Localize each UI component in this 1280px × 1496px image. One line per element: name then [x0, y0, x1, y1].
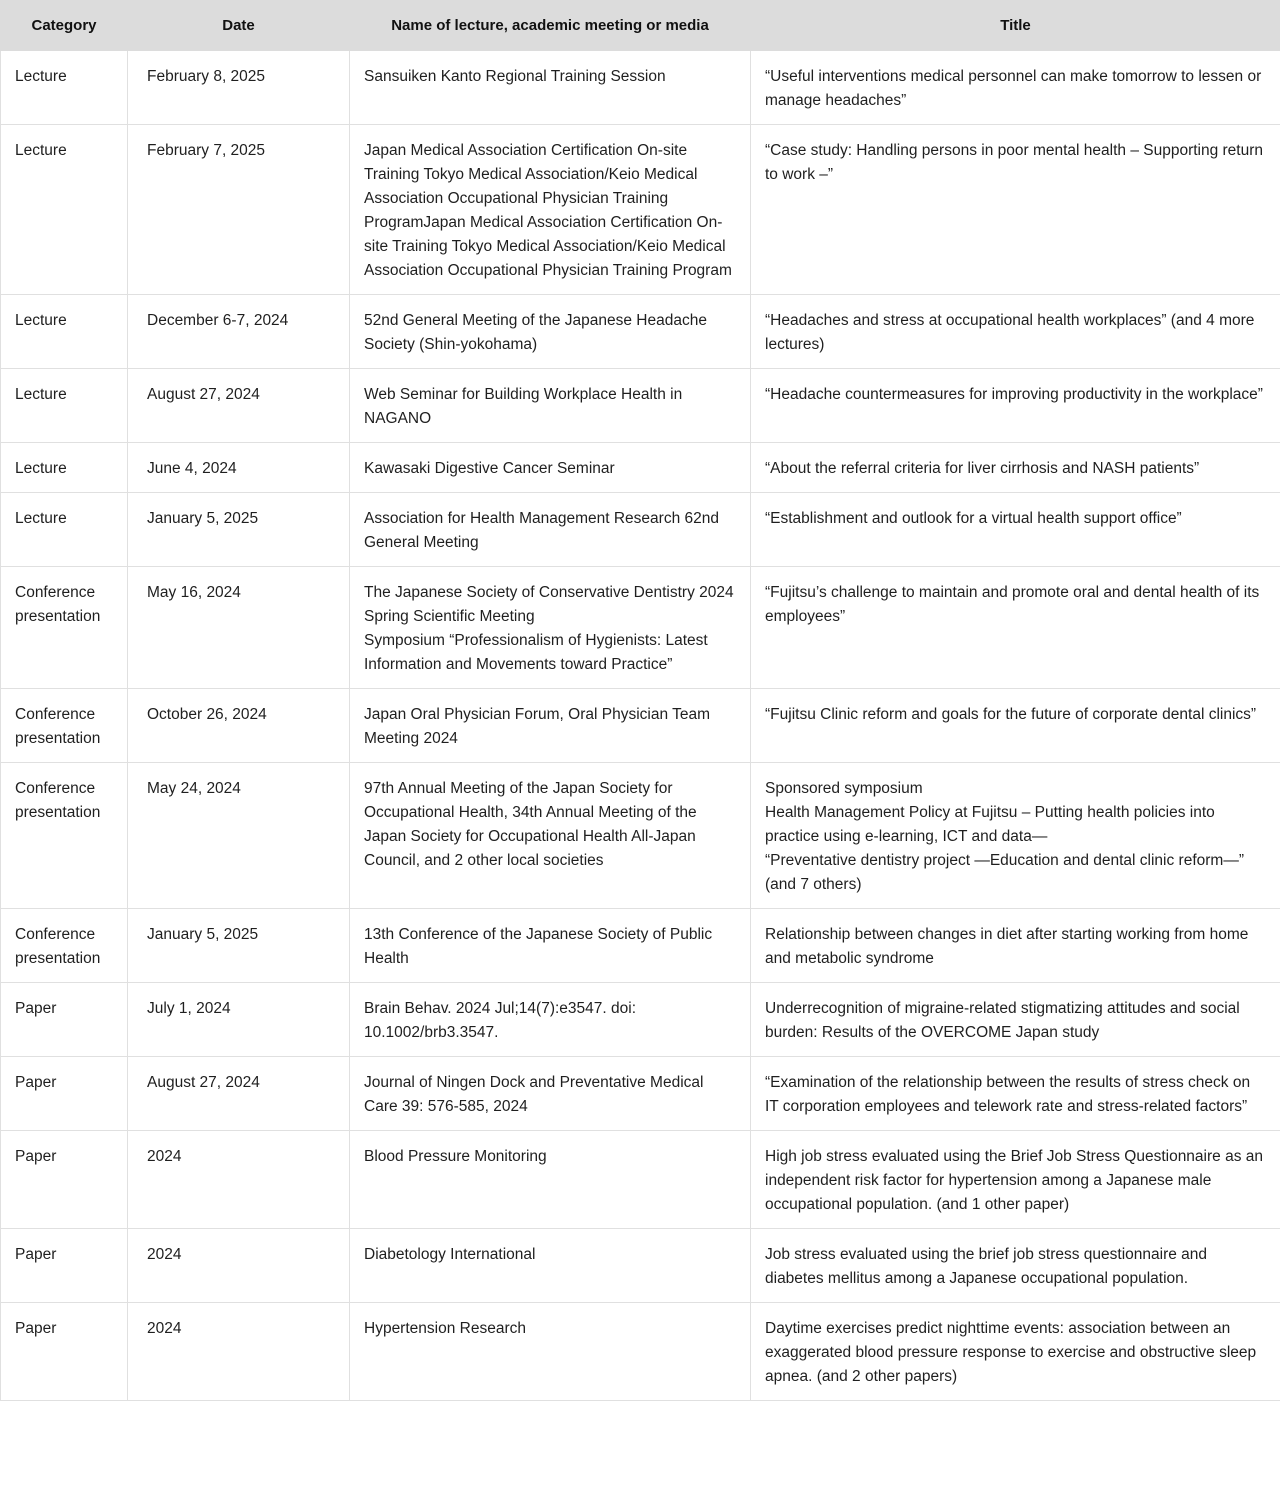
table-row — [1, 295, 1280, 369]
title-line: “Preventative dentistry project —Education and dental clinic reform—” (and 7 others) — [765, 852, 1244, 893]
date-cell: 2024 — [128, 1229, 350, 1303]
venue-cell — [350, 567, 751, 689]
category-cell: Paper — [1, 1131, 128, 1229]
venue-cell: Sansuiken Kanto Regional Training Session — [350, 51, 751, 125]
title-cell: Relationship between changes in diet after starting working from home and metabolic syndrome — [751, 909, 1280, 983]
title-cell: “Establishment and outlook for a virtual health support office” — [751, 493, 1280, 567]
category-cell: Conference presentation — [1, 909, 128, 983]
date-cell: July 1, 2024 — [128, 983, 350, 1057]
venue-line: The Japanese Society of Conservative Dentistry 2024 Spring Scientific Meeting — [364, 584, 734, 625]
venue-cell: Japan Medical Association Certification On-site Training Tokyo Medical Association/Keio Medical Association Occupational Physician Training ProgramJapan Medical Association Certification On-site Training Tokyo Medical Association/Keio Medical Association Occupational Physician Training Program — [350, 125, 751, 295]
table-row — [1, 51, 1280, 125]
category-cell: Conference presentation — [1, 689, 128, 763]
header-row — [1, 1, 1280, 51]
title-cell: “Fujitsu’s challenge to maintain and promote oral and dental health of its employees” — [751, 567, 1280, 689]
venue-cell: Blood Pressure Monitoring — [350, 1131, 751, 1229]
title-cell: “Headache countermeasures for improving productivity in the workplace” — [751, 369, 1280, 443]
title-cell: Daytime exercises predict nighttime events: association between an exaggerated blood pressure response to exercise and obstructive sleep apnea. (and 2 other papers) — [751, 1303, 1280, 1401]
venue-cell: 13th Conference of the Japanese Society of Public Health — [350, 909, 751, 983]
title-cell: “Fujitsu Clinic reform and goals for the future of corporate dental clinics” — [751, 689, 1280, 763]
table-row — [1, 763, 1280, 909]
category-cell: Paper — [1, 1057, 128, 1131]
title-cell: Underrecognition of migraine-related stigmatizing attitudes and social burden: Results of the OVERCOME Japan study — [751, 983, 1280, 1057]
title-cell: High job stress evaluated using the Brief Job Stress Questionnaire as an independent risk factor for hypertension among a Japanese male occupational population. (and 1 other paper) — [751, 1131, 1280, 1229]
date-cell: June 4, 2024 — [128, 443, 350, 493]
column-header-title: Title — [751, 1, 1280, 51]
title-cell: “Case study: Handling persons in poor mental health – Supporting return to work –” — [751, 125, 1280, 295]
venue-cell: Hypertension Research — [350, 1303, 751, 1401]
title-line: Health Management Policy at Fujitsu – Putting health policies into practice using e-learning, ICT and data— — [765, 804, 1215, 845]
venue-cell: Japan Oral Physician Forum, Oral Physician Team Meeting 2024 — [350, 689, 751, 763]
table-row — [1, 983, 1280, 1057]
venue-cell: Kawasaki Digestive Cancer Seminar — [350, 443, 751, 493]
category-cell: Paper — [1, 1229, 128, 1303]
table-row — [1, 369, 1280, 443]
title-cell: Job stress evaluated using the brief job stress questionnaire and diabetes mellitus among a Japanese occupational population. — [751, 1229, 1280, 1303]
venue-cell: 97th Annual Meeting of the Japan Society for Occupational Health, 34th Annual Meeting of the Japan Society for Occupational Health All-Japan Council, and 2 other local societies — [350, 763, 751, 909]
date-cell: December 6-7, 2024 — [128, 295, 350, 369]
venue-cell: Association for Health Management Research 62nd General Meeting — [350, 493, 751, 567]
venue-cell: 52nd General Meeting of the Japanese Headache Society (Shin-yokohama) — [350, 295, 751, 369]
date-cell: January 5, 2025 — [128, 493, 350, 567]
date-cell: February 7, 2025 — [128, 125, 350, 295]
table-row — [1, 909, 1280, 983]
category-cell: Lecture — [1, 443, 128, 493]
table-header — [1, 1, 1280, 51]
date-cell: August 27, 2024 — [128, 369, 350, 443]
venue-cell: Brain Behav. 2024 Jul;14(7):e3547. doi: 10.1002/brb3.3547. — [350, 983, 751, 1057]
title-cell: “About the referral criteria for liver cirrhosis and NASH patients” — [751, 443, 1280, 493]
title-cell: “Headaches and stress at occupational health workplaces” (and 4 more lectures) — [751, 295, 1280, 369]
table-row — [1, 1229, 1280, 1303]
table-row — [1, 1057, 1280, 1131]
venue-cell: Journal of Ningen Dock and Preventative Medical Care 39: 576-585, 2024 — [350, 1057, 751, 1131]
date-cell: May 24, 2024 — [128, 763, 350, 909]
date-cell: May 16, 2024 — [128, 567, 350, 689]
date-cell: 2024 — [128, 1131, 350, 1229]
title-cell — [751, 763, 1280, 909]
venue-cell: Diabetology International — [350, 1229, 751, 1303]
category-cell: Paper — [1, 983, 128, 1057]
date-cell: 2024 — [128, 1303, 350, 1401]
table-body — [1, 51, 1280, 1401]
table-row — [1, 443, 1280, 493]
table-row — [1, 125, 1280, 295]
category-cell: Lecture — [1, 51, 128, 125]
category-cell: Paper — [1, 1303, 128, 1401]
table-row — [1, 567, 1280, 689]
category-cell: Conference presentation — [1, 763, 128, 909]
table-row — [1, 493, 1280, 567]
date-cell: January 5, 2025 — [128, 909, 350, 983]
category-cell: Conference presentation — [1, 567, 128, 689]
category-cell: Lecture — [1, 125, 128, 295]
venue-line: Symposium “Professionalism of Hygienists: Latest Information and Movements toward Practice” — [364, 632, 708, 673]
table-row — [1, 1303, 1280, 1401]
date-cell: October 26, 2024 — [128, 689, 350, 763]
category-cell: Lecture — [1, 369, 128, 443]
category-cell: Lecture — [1, 295, 128, 369]
title-cell: “Useful interventions medical personnel can make tomorrow to lessen or manage headaches” — [751, 51, 1280, 125]
date-cell: February 8, 2025 — [128, 51, 350, 125]
category-cell: Lecture — [1, 493, 128, 567]
title-line: Sponsored symposium — [765, 780, 923, 797]
date-cell: August 27, 2024 — [128, 1057, 350, 1131]
venue-cell: Web Seminar for Building Workplace Health in NAGANO — [350, 369, 751, 443]
table-row — [1, 1131, 1280, 1229]
column-header-category: Category — [1, 1, 128, 51]
table-row — [1, 689, 1280, 763]
title-cell: “Examination of the relationship between the results of stress check on IT corporation employees and telework rate and stress-related factors” — [751, 1057, 1280, 1131]
column-header-date: Date — [128, 1, 350, 51]
column-header-venue: Name of lecture, academic meeting or media — [350, 1, 751, 51]
